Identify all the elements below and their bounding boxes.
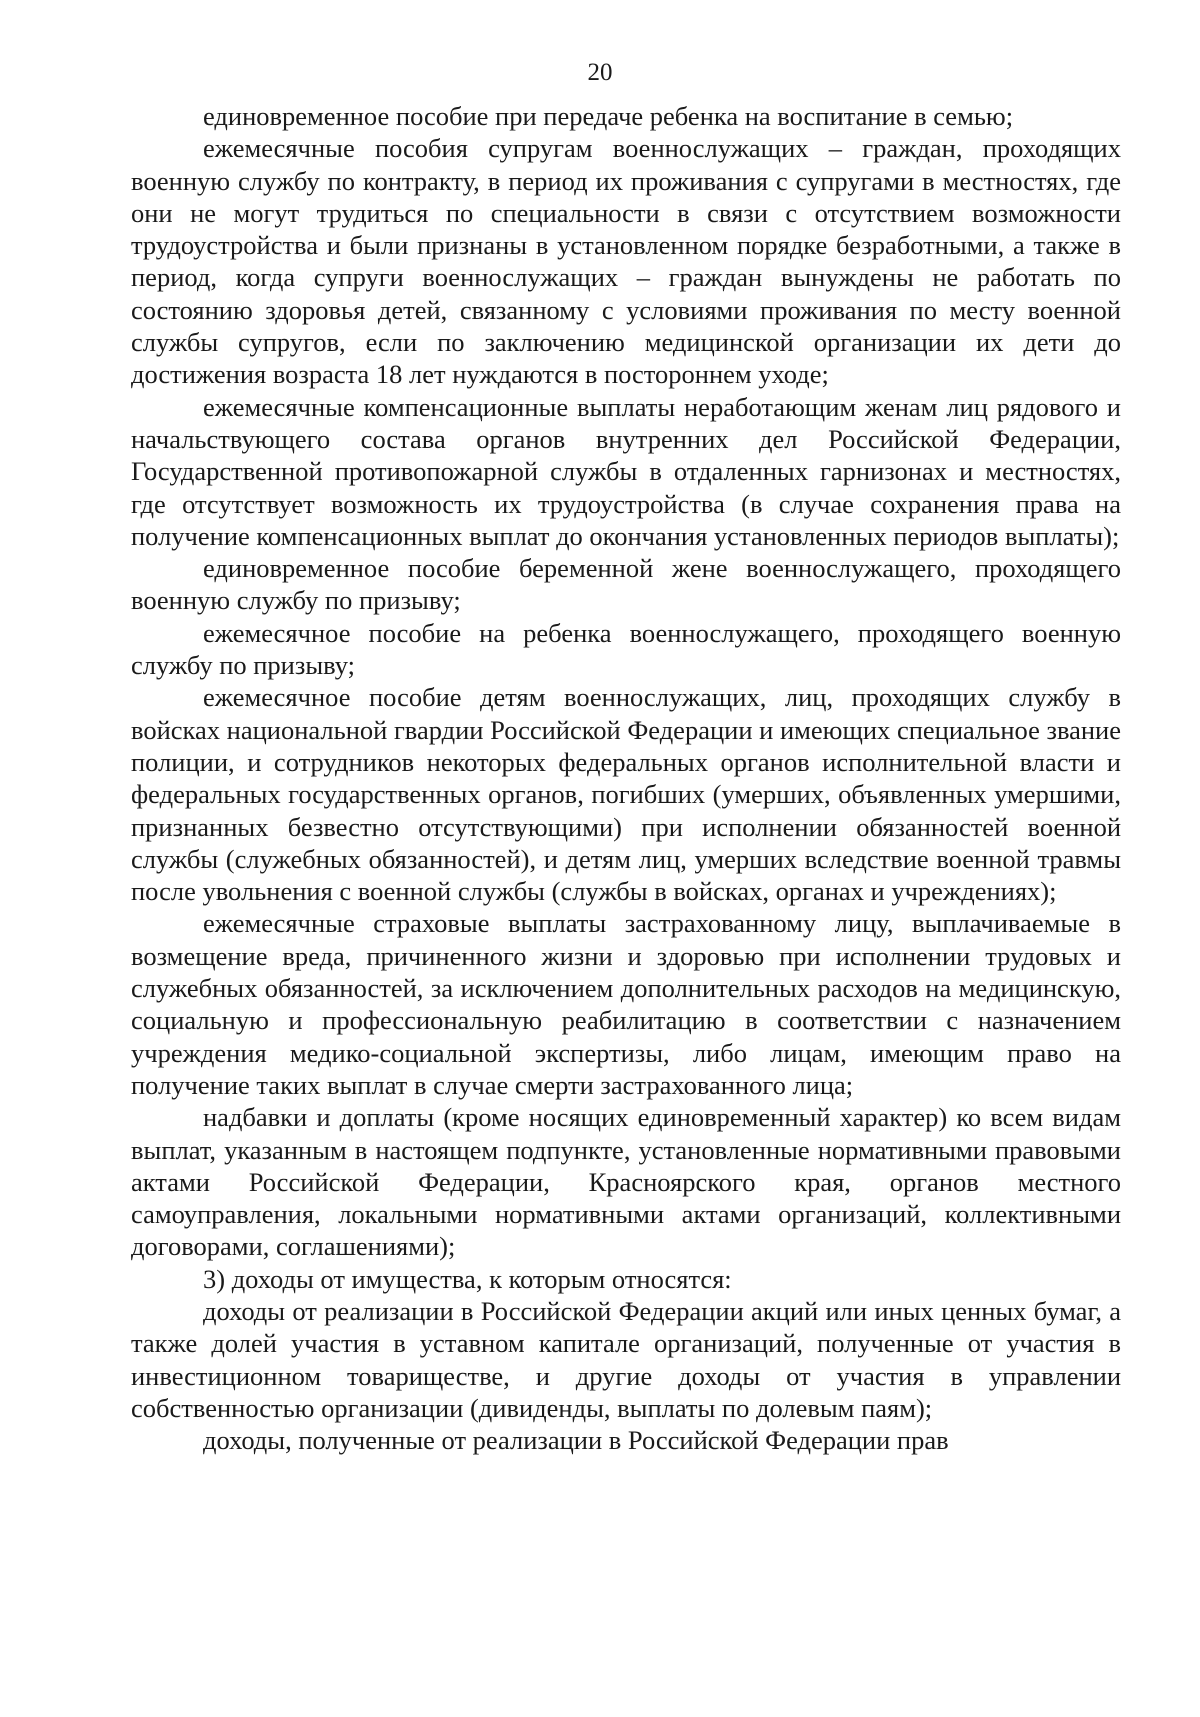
paragraph: ежемесячные компенсационные выплаты неработающим женам лиц рядового и начальствующего состава органов внутренних дел Российской Федерации, Государственной противопожарной службы в отдаленных гарнизонах и местностях, где отсутствует возможность их трудоустройства (в случае сохранения права на получение компенсационных выплат до окончания установленных периодов выплаты); (131, 391, 1121, 551)
paragraph: единовременное пособие при передаче ребенка на воспитание в семью; (203, 101, 1014, 131)
paragraph: единовременное пособие беременной жене военнослужащего, проходящего военную службу по призыву; (131, 553, 1121, 616)
paragraph: доходы от реализации в Российской Федерации акций или иных ценных бумаг, а также долей участия в уставном капитале организаций, полученные от участия в инвестиционном товариществе, и другие доходы от участия в управлении собственностью организации (дивиденды, выплаты по долевым паям); (131, 1295, 1121, 1423)
page-number: 20 (587, 59, 613, 86)
paragraph: ежемесячные страховые выплаты застрахованному лицу, выплачиваемые в возмещение вреда, причиненного жизни и здоровью при исполнении трудовых и служебных обязанностей, за исключением дополнительных расходов на медицинскую, социальную и профессиональную реабилитацию в соответствии с назначением учреждения медико-социальной экспертизы, либо лицам, имеющим право на получение таких выплат в случае смерти застрахованного лица; (131, 908, 1121, 1100)
paragraph: доходы, полученные от реализации в Российской Федерации прав (203, 1425, 949, 1456)
paragraph: ежемесячное пособие детям военнослужащих, лиц, проходящих службу в войсках национальной гвардии Российской Федерации и имеющих специальное звание полиции, и сотрудников некоторых федеральных органов исполнительной власти и федеральных государственных органов, погибших (умерших, объявленных умершими, признанных безвестно отсутствующими) при исполнении обязанностей военной службы (служебных обязанностей), и детям лиц, умерших вследствие военной травмы после увольнения с военной службы (службы в войсках, органах и учреждениях); (131, 682, 1121, 907)
document-body (131, 100, 1121, 1456)
paragraph: надбавки и доплаты (кроме носящих единовременный характер) ко всем видам выплат, указанным в настоящем подпункте, установленные нормативными правовыми актами Российской Федерации, Красноярского края, органов местного самоуправления, локальными нормативными актами организаций, коллективными договорами, соглашениями); (131, 1102, 1121, 1262)
paragraph: ежемесячное пособие на ребенка военнослужащего, проходящего военную службу по призыву; (131, 617, 1121, 681)
paragraph: 3) доходы от имущества, к которым относятся: (203, 1263, 732, 1294)
paragraph: ежемесячные пособия супругам военнослужащих – граждан, проходящих военную службу по контракту, в период их проживания с супругами в местностях, где они не могут трудиться по специальности в связи с отсутствием возможности трудоустройства и были признаны в установленном порядке безработными, а также в период, когда супруги военнослужащих – граждан вынуждены не работать по состоянию здоровья детей, связанному с условиями проживания по месту военной службы супругов, если по заключению медицинской организации их дети до достижения возраста 18 лет нуждаются в постороннем уходе; (131, 133, 1121, 390)
